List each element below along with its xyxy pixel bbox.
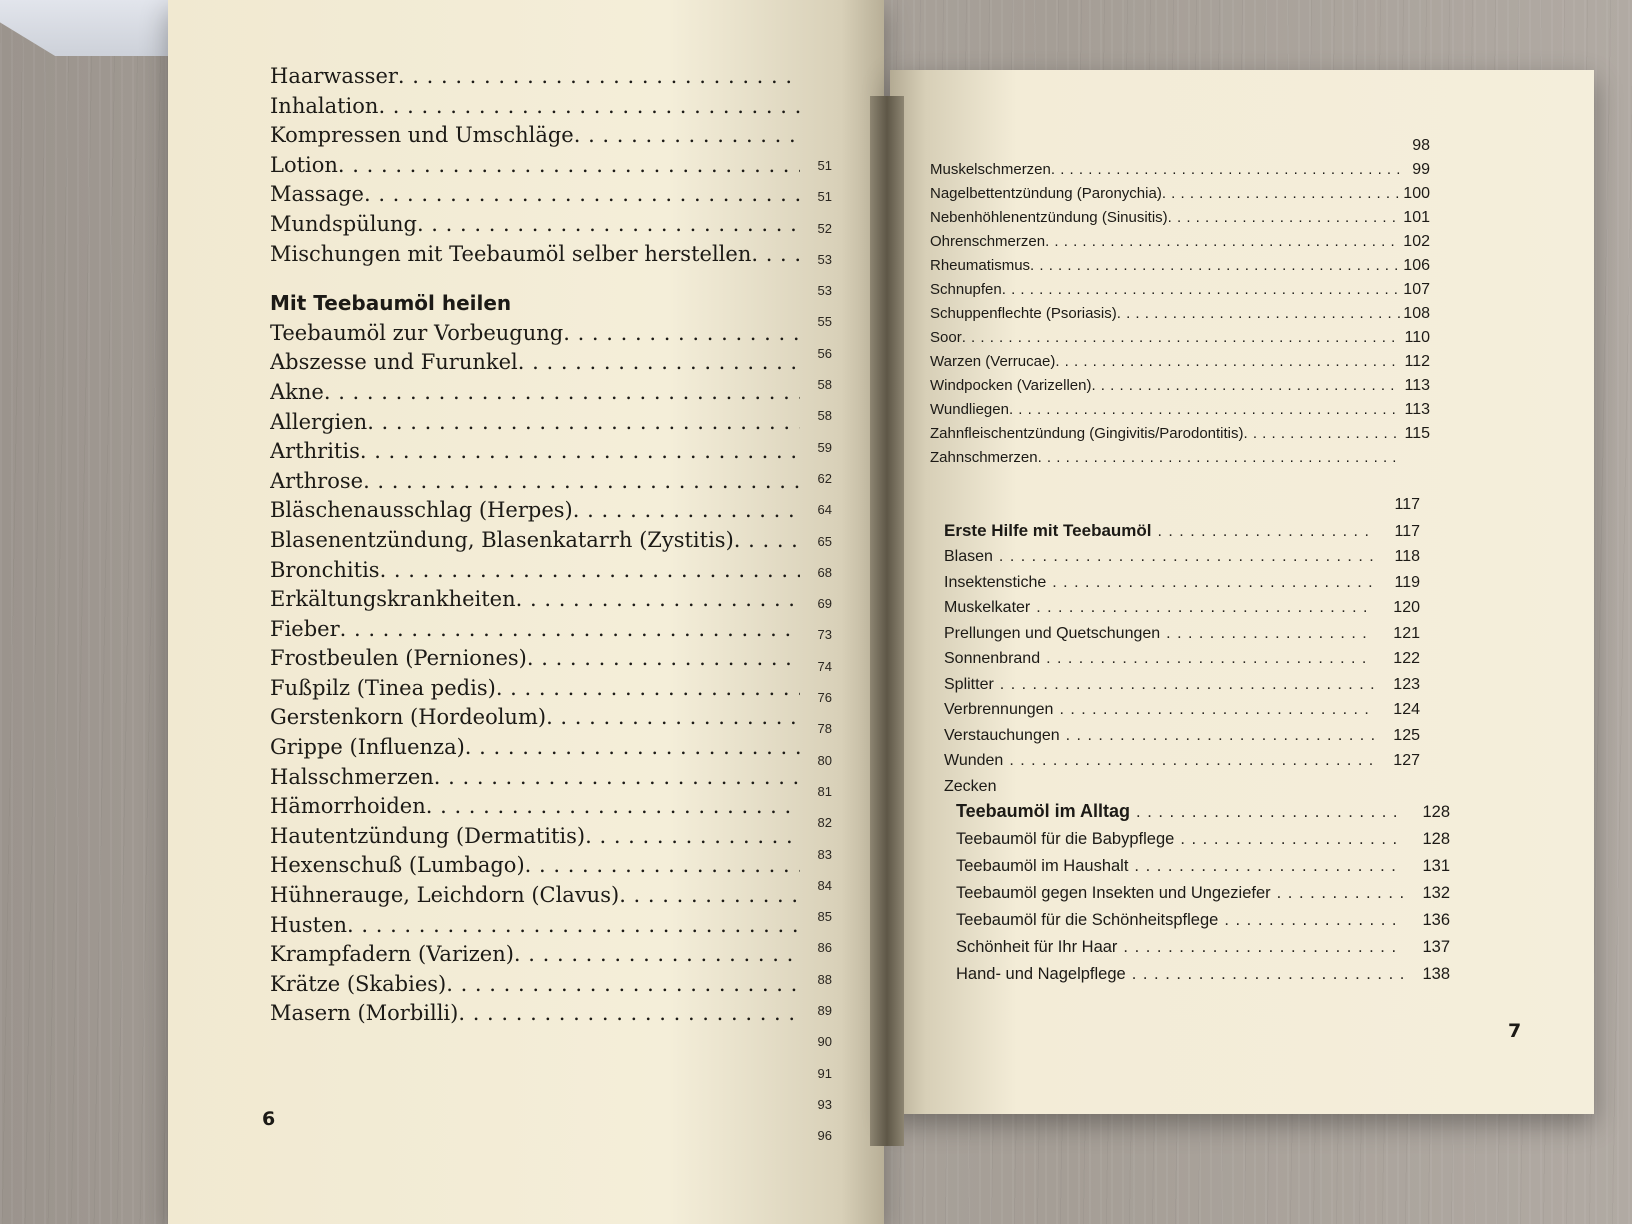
toc-page-number: 127 — [1393, 752, 1420, 769]
toc-page-number: 64 — [817, 502, 832, 518]
dot-leader — [1123, 934, 1404, 961]
toc-page-number: 106 — [1403, 257, 1430, 274]
toc-page-number: 131 — [1422, 857, 1450, 875]
toc-page-number: 58 — [817, 408, 832, 424]
toc-entry: Husten . . . — [270, 911, 800, 941]
toc-page-number: 125 — [1393, 726, 1420, 744]
toc-row — [944, 621, 1420, 647]
toc-entry: Arthrose . . . — [270, 467, 800, 497]
toc-entry: Teebaumöl für die Schönheitspflege — [956, 911, 1219, 929]
toc-entry: Allergien . . . — [270, 408, 800, 438]
toc-entry: Rheumatismus . . . — [930, 254, 1400, 278]
toc-page-number: 138 — [1422, 965, 1450, 983]
toc-page-number: 113 — [1404, 377, 1430, 394]
toc-page-number: 112 — [1404, 353, 1430, 370]
toc-page-number: 137 — [1422, 938, 1450, 956]
toc-entry: Teebaumöl für die Babypflege — [956, 830, 1175, 848]
toc-row — [944, 646, 1420, 672]
toc-entry: Blasen — [944, 548, 993, 565]
toc-entry: Akne . . . — [270, 378, 800, 408]
toc-entry: Hämorrhoiden . . . — [270, 792, 800, 822]
toc-entry: Splitter — [944, 675, 994, 693]
toc-page-number: 98 — [1412, 137, 1430, 154]
toc-entry: Massage . . . — [270, 180, 800, 210]
dot-leader — [1066, 723, 1374, 749]
toc-page-number: 62 — [817, 470, 832, 486]
toc-page-number: 108 — [1403, 305, 1430, 322]
toc-page-number: 84 — [817, 877, 832, 893]
toc-entry: Kompressen und Umschläge . . . — [270, 121, 800, 151]
toc-page-number: 132 — [1422, 884, 1450, 902]
toc-entry: Muskelschmerzen . . . — [930, 158, 1400, 182]
toc-section-heading: Teebaumöl im Alltag — [956, 801, 1131, 821]
book-gutter — [870, 96, 904, 1146]
toc-entry: Mischungen mit Teebaumöl selber herstellen . . . — [270, 240, 800, 270]
toc-page-number: 85 — [817, 909, 832, 925]
toc-page-number: 99 — [1412, 161, 1430, 178]
toc-entry: Warzen (Verrucae) . . . — [930, 350, 1400, 374]
toc-entry: Fußpilz (Tinea pedis) . . . — [270, 674, 800, 704]
toc-entry: Muskelkater — [944, 599, 1031, 616]
dot-leader — [1132, 961, 1404, 988]
toc-entry: Erkältungskrankheiten . . . — [270, 585, 800, 615]
toc-page-number: 124 — [1393, 701, 1420, 718]
toc-page-number: 122 — [1393, 650, 1420, 667]
toc-page-number: 82 — [817, 815, 832, 831]
toc-entry: Insektenstiche — [944, 573, 1047, 591]
toc-page-number: 78 — [817, 721, 832, 737]
toc-page-number: 101 — [1403, 209, 1430, 226]
toc-page-number: 86 — [817, 940, 832, 956]
toc-page-number: 96 — [817, 1128, 832, 1144]
toc-entry: Frostbeulen (Perniones) . . . — [270, 644, 800, 674]
toc-page-number: 120 — [1393, 599, 1420, 616]
toc-entry: Gerstenkorn (Hordeolum) . . . — [270, 703, 800, 733]
toc-entry: Krätze (Skabies) . . . — [270, 970, 800, 1000]
toc-entry: Teebaumöl gegen Insekten und Ungeziefer — [956, 884, 1271, 902]
toc-row — [944, 697, 1420, 723]
toc-row — [956, 907, 1450, 934]
toc-page-number: 53 — [817, 283, 832, 299]
toc-entry: Fieber . . . — [270, 615, 800, 645]
section-erste-hilfe — [944, 492, 1420, 799]
toc-entry: Blasenentzündung, Blasenkatarrh (Zystitis) . . . — [270, 526, 800, 556]
toc-page-number: 68 — [817, 564, 832, 580]
toc-entry: Zecken — [944, 777, 997, 795]
toc-page-number: 55 — [817, 314, 832, 330]
toc-page-number: 76 — [817, 690, 832, 706]
dot-leader — [999, 544, 1374, 570]
toc-row — [956, 880, 1450, 907]
dot-leader — [1180, 826, 1404, 853]
toc-entry: Wundliegen . . . — [930, 398, 1400, 422]
toc-entry: Sonnenbrand — [944, 650, 1041, 667]
dot-leader — [1166, 621, 1374, 647]
toc-page-number: 110 — [1404, 329, 1430, 346]
toc-entry: Abszesse und Furunkel . . . — [270, 348, 800, 378]
toc-entry: Mundspülung . . . — [270, 210, 800, 240]
toc-row — [944, 544, 1420, 570]
toc-page-number: 51 — [817, 189, 832, 205]
toc-row — [944, 492, 1420, 518]
toc-page-number: 119 — [1394, 573, 1420, 591]
toc-page-number: 83 — [817, 846, 832, 862]
toc-page-number: 91 — [817, 1065, 832, 1081]
toc-row — [944, 774, 1420, 800]
dot-leader — [1052, 570, 1374, 596]
toc-row — [944, 672, 1420, 698]
dot-leader — [1158, 519, 1374, 545]
toc-entry: Windpocken (Varizellen) . . . — [930, 374, 1400, 398]
toc-page-number: 53 — [817, 251, 832, 267]
dot-leader — [1136, 799, 1404, 826]
left-toc-entries — [270, 62, 800, 1029]
toc-entry: Bronchitis . . . — [270, 556, 800, 586]
toc-entry: Masern (Morbilli) . . . — [270, 999, 800, 1029]
toc-page-number: 117 — [1394, 522, 1420, 540]
dot-leader — [1134, 853, 1404, 880]
toc-page-number: 121 — [1393, 624, 1420, 642]
toc-row — [956, 934, 1450, 961]
toc-page-number: 123 — [1393, 675, 1420, 693]
toc-entry: Ohrenschmerzen . . . — [930, 230, 1400, 254]
toc-page-number: 52 — [817, 220, 832, 236]
toc-entry: Arthritis . . . — [270, 437, 800, 467]
toc-page-number: 89 — [817, 1003, 832, 1019]
toc-page-number: 90 — [817, 1034, 832, 1050]
left-page-number: 6 — [262, 1108, 276, 1130]
toc-row — [956, 826, 1450, 853]
toc-page-number: 80 — [817, 752, 832, 768]
toc-entry: Nagelbettentzündung (Paronychia) . . . — [930, 182, 1400, 206]
toc-row — [944, 595, 1420, 621]
toc-page-number: 88 — [817, 971, 832, 987]
toc-page-number: 113 — [1404, 401, 1430, 418]
toc-page-number: 136 — [1422, 911, 1450, 929]
toc-entry: Bläschenausschlag (Herpes) . . . — [270, 496, 800, 526]
toc-entry: Schuppenflechte (Psoriasis) . . . — [930, 302, 1400, 326]
toc-page-number: 118 — [1394, 548, 1420, 565]
dot-leader — [1059, 697, 1374, 723]
toc-section-heading: Erste Hilfe mit Teebaumöl — [944, 520, 1152, 540]
toc-entry: Hautentzündung (Dermatitis) . . . — [270, 822, 800, 852]
toc-entry: Nebenhöhlenentzündung (Sinusitis) . . . — [930, 206, 1400, 230]
toc-entry: Krampfadern (Varizen) . . . — [270, 940, 800, 970]
toc-page-number: 117 — [1394, 496, 1420, 513]
dot-leader — [1000, 672, 1374, 698]
toc-entry: Zahnfleischentzündung (Gingivitis/Parodontitis) . . . — [930, 422, 1400, 446]
toc-page-number: 56 — [817, 345, 832, 361]
right-toc-entries — [930, 158, 1400, 470]
toc-page-number: 115 — [1404, 425, 1430, 442]
toc-page-number: 81 — [817, 783, 832, 799]
toc-entry: Prellungen und Quetschungen — [944, 624, 1161, 642]
toc-page-number: 102 — [1403, 233, 1430, 250]
toc-row — [956, 853, 1450, 880]
toc-entry: Soor . . . — [930, 326, 1400, 350]
toc-entry: Verbrennungen — [944, 701, 1054, 718]
toc-page-number: 69 — [817, 596, 832, 612]
toc-entry: Grippe (Influenza) . . . — [270, 733, 800, 763]
dot-leader — [1036, 595, 1374, 621]
toc-section-heading-row — [944, 518, 1420, 545]
dot-leader — [1277, 880, 1404, 907]
toc-entry: Lotion . . . — [270, 151, 800, 181]
toc-row — [944, 723, 1420, 749]
toc-page-number: 93 — [817, 1096, 832, 1112]
toc-page-number: 51 — [817, 158, 832, 173]
right-page-number: 7 — [1508, 1020, 1522, 1042]
dot-leader — [1224, 907, 1404, 934]
toc-page-number: 59 — [817, 439, 832, 455]
toc-page-number: 58 — [817, 377, 832, 393]
toc-entry: Halsschmerzen . . . — [270, 763, 800, 793]
toc-section-heading: Mit Teebaumöl heilen — [270, 291, 512, 316]
toc-entry: Zahnschmerzen . . . — [930, 446, 1400, 470]
toc-entry: Verstauchungen — [944, 726, 1060, 744]
left-page-number-column — [780, 150, 832, 1152]
toc-page-number: 128 — [1422, 803, 1450, 821]
toc-page-number: 74 — [817, 658, 832, 674]
dot-leader — [1009, 748, 1374, 774]
toc-page-number: 73 — [817, 627, 832, 643]
toc-entry: Teebaumöl zur Vorbeugung . . . — [270, 319, 800, 349]
toc-entry: Haarwasser . . . — [270, 62, 800, 92]
toc-entry: Hühnerauge, Leichdorn (Clavus) . . . — [270, 881, 800, 911]
toc-entry: Hand- und Nagelpflege — [956, 965, 1126, 983]
toc-page-number: 100 — [1403, 185, 1430, 202]
toc-row — [944, 570, 1420, 596]
toc-entry: Schönheit für Ihr Haar — [956, 938, 1118, 956]
toc-entry: Inhalation . . . — [270, 92, 800, 122]
toc-page-number: 107 — [1403, 281, 1430, 298]
toc-section-heading-row — [956, 798, 1450, 826]
toc-page-number: 128 — [1422, 830, 1450, 848]
dot-leader — [1046, 646, 1374, 672]
toc-row — [944, 748, 1420, 774]
toc-row — [956, 961, 1450, 988]
toc-entry: Hexenschuß (Lumbago) . . . — [270, 851, 800, 881]
section-alltag — [956, 798, 1450, 988]
toc-entry: Teebaumöl im Haushalt — [956, 857, 1129, 875]
toc-entry: Schnupfen . . . — [930, 278, 1400, 302]
toc-page-number: 65 — [817, 533, 832, 549]
toc-entry: Wunden — [944, 752, 1004, 769]
